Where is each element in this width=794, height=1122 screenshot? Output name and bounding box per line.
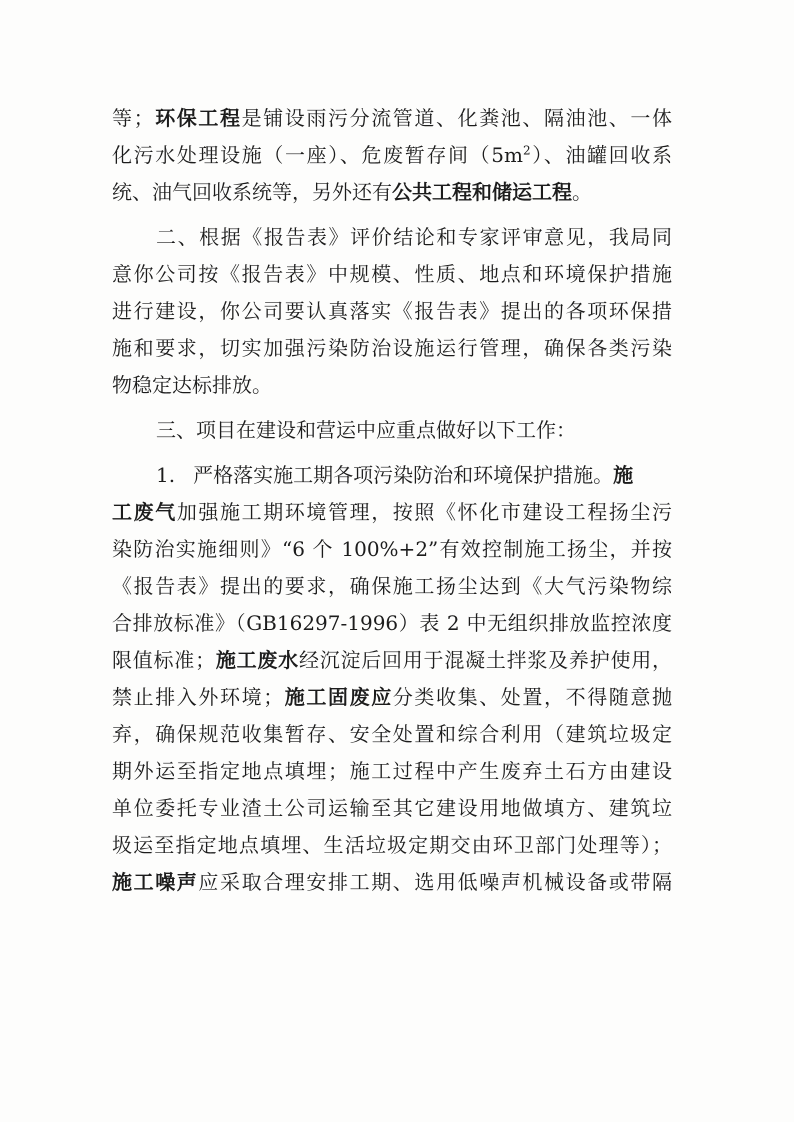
- text-run: 合排放标准》（GB16297-1996）表 2 中无组织排放监控浓度: [112, 611, 672, 635]
- text-run: 施和要求，切实加强污染防治设施运行管理，确保各类污染: [112, 336, 672, 360]
- text-run: 应采取合理安排工期、选用低噪声机械设备或带隔: [198, 870, 673, 894]
- text-line: [112, 256, 672, 293]
- text-line: [112, 864, 672, 901]
- bold-term: 环保工程: [153, 106, 242, 130]
- text-run: 。: [572, 180, 592, 204]
- text-line: [112, 790, 672, 827]
- superscript: 2: [522, 143, 531, 158]
- text-run: 严格落实施工期各项污染防治和环境保护措施。: [193, 463, 614, 487]
- text-run: 分类收集、处置，不得随意抛: [392, 685, 673, 709]
- text-run: 是铺设雨污分流管道、化粪池、隔油池、一体: [241, 106, 673, 130]
- text-line: [112, 753, 672, 790]
- text-line: [112, 568, 672, 605]
- text-line: [112, 605, 672, 642]
- text-line: [112, 679, 672, 716]
- bold-term: 施: [613, 463, 634, 487]
- text-line: [112, 330, 672, 367]
- list-number: 1.: [156, 463, 176, 487]
- text-run: 等；: [112, 106, 154, 130]
- text-line: [112, 367, 672, 404]
- document-body: [112, 100, 672, 901]
- text-line: [112, 137, 672, 174]
- bold-term: 公共工程和储运工程: [392, 180, 572, 204]
- text-run: 物稳定达标排放。: [112, 373, 272, 397]
- text-run: 圾运至指定地点填埋、生活垃圾定期交由环卫部门处理等）；: [112, 833, 672, 857]
- text-line: [112, 494, 672, 531]
- bold-term: 工废气: [112, 500, 177, 524]
- text-run: 限值标准；: [112, 648, 216, 672]
- text-line: [112, 293, 672, 330]
- text-run: 期外运至指定地点填埋；施工过程中产生废弃土石方由建设: [112, 759, 672, 783]
- text-line: [112, 457, 672, 494]
- bold-term: 施工固废应: [283, 685, 393, 709]
- text-line: [112, 716, 672, 753]
- bold-term: 施工噪声: [112, 870, 199, 894]
- text-run: 意你公司按《报告表》中规模、性质、地点和环境保护措施: [112, 262, 672, 286]
- text-run: 化污水处理设施（一座）、危废暂存间（5m: [112, 143, 523, 167]
- text-line: [112, 100, 672, 137]
- text-run: ）、油罐回收系: [530, 143, 672, 167]
- text-line: [112, 827, 672, 864]
- text-run: 染防治实施细则》“6 个 100%+2”有效控制施工扬尘，并按: [112, 537, 672, 561]
- text-run: 进行建设，你公司要认真落实《报告表》提出的各项环保措: [112, 299, 672, 323]
- text-run: 单位委托专业渣土公司运输至其它建设用地做填方、建筑垃: [112, 796, 672, 820]
- text-run: 经沉淀后回用于混凝土拌浆及养护使用，: [298, 648, 673, 672]
- text-run: 弃，确保规范收集暂存、安全处置和综合利用（建筑垃圾定: [112, 722, 672, 746]
- text-line: [112, 642, 672, 679]
- section-heading: [112, 412, 672, 449]
- bold-term: 施工废水: [215, 648, 299, 672]
- text-line: [112, 219, 672, 256]
- text-line: [112, 174, 672, 211]
- text-run: 二、根据《报告表》评价结论和专家评审意见，我局同: [156, 225, 672, 249]
- text-run: 《报告表》提出的要求，确保施工扬尘达到《大气污染物综: [112, 574, 672, 598]
- text-run: 统、油气回收系统等，另外还有: [112, 180, 392, 204]
- text-run: 禁止排入外环境；: [112, 685, 284, 709]
- text-run: 加强施工期环境管理，按照《怀化市建设工程扬尘污: [176, 500, 673, 524]
- text-line: [112, 531, 672, 568]
- text-run: 三、项目在建设和营运中应重点做好以下工作：: [156, 418, 576, 442]
